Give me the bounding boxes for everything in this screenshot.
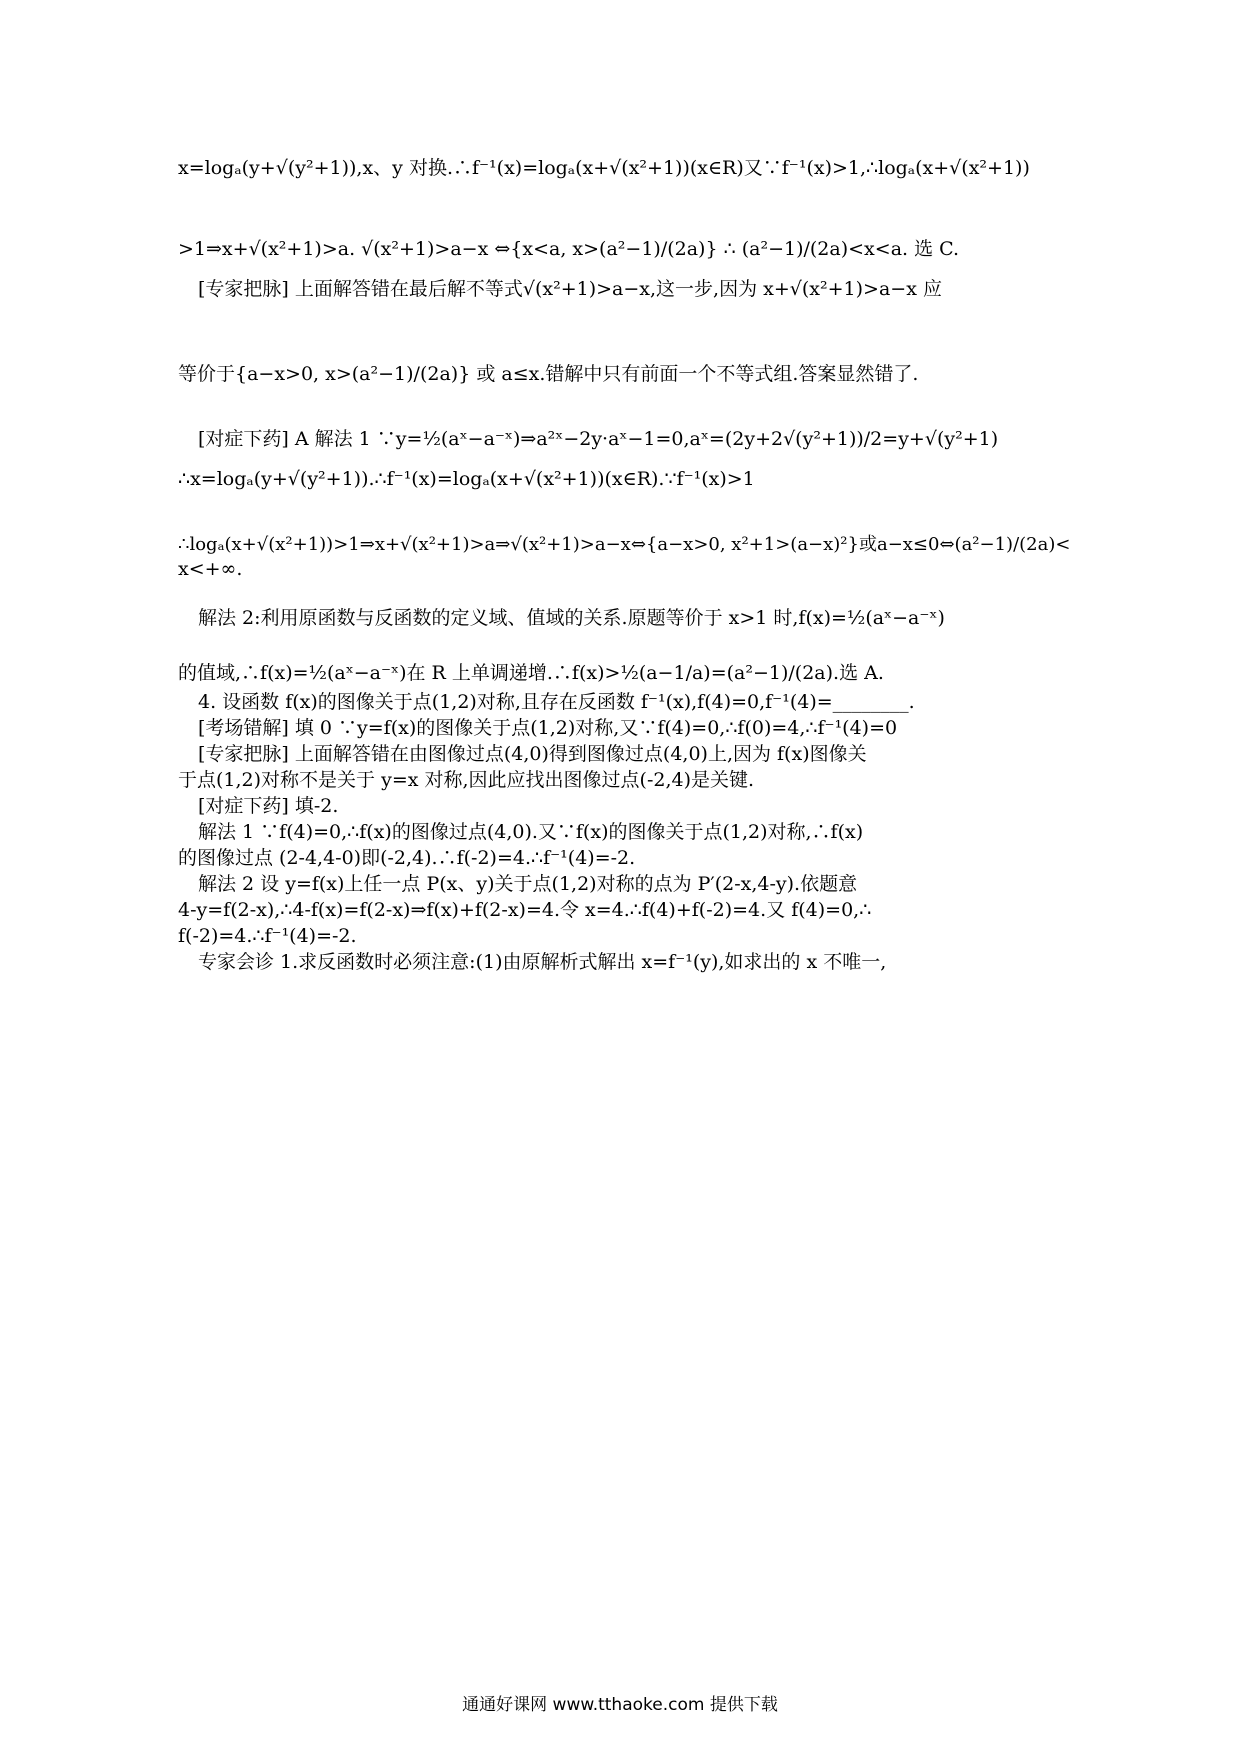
text-line: 专家会诊 1.求反函数时必须注意:(1)由原解析式解出 x=f⁻¹(y),如求出的 x 不唯一, [198, 951, 887, 973]
text-line: 等价于{a−x>0, x>(a²−1)/(2a)} 或 a≤x.错解中只有前面一个不等式组.答案显然错了. [178, 363, 919, 385]
text-line: 于点(1,2)对称不是关于 y=x 对称,因此应找出图像过点(-2,4)是关键. [178, 769, 755, 791]
page-footer: 通通好课网 www.tthaoke.com 提供下载 [462, 1695, 778, 1715]
text-line: [对症下药] 填-2. [198, 795, 339, 817]
text-line: x=logₐ(y+√(y²+1)),x、y 对换.∴f⁻¹(x)=logₐ(x+√(x²+1))(x∈R)又∵f⁻¹(x)>1,∴logₐ(x+√(x²+1)) [178, 157, 1030, 179]
text-line: 解法 2 设 y=f(x)上任一点 P(x、y)关于点(1,2)对称的点为 P′(2-x,4-y).依题意 [198, 873, 858, 895]
text-line: ∴x=logₐ(y+√(y²+1)).∴f⁻¹(x)=logₐ(x+√(x²+1))(x∈R).∵f⁻¹(x)>1 [178, 468, 755, 490]
text-line: 的值域,∴f(x)=½(aˣ−a⁻ˣ)在 R 上单调递增.∴f(x)>½(a−1/a)=(a²−1)/(2a).选 A. [178, 662, 884, 684]
text-line: >1⇒x+√(x²+1)>a. √(x²+1)>a−x ⇔{x<a, x>(a²−1)/(2a)} ∴ (a²−1)/(2a)<x<a. 选 C. [178, 238, 960, 260]
text-line: ∴logₐ(x+√(x²+1))>1⇒x+√(x²+1)>a⇒√(x²+1)>a−x⇔{a−x>0, x²+1>(a−x)²}或a−x≤0⇔(a²−1)/(2a)< [178, 534, 1071, 555]
text-line: [专家把脉] 上面解答错在最后解不等式√(x²+1)>a−x,这一步,因为 x+√(x²+1)>a−x 应 [198, 278, 942, 300]
text-line: x<+∞. [178, 558, 243, 580]
text-line: f(-2)=4.∴f⁻¹(4)=-2. [178, 925, 357, 947]
text-line: 解法 1 ∵f(4)=0,∴f(x)的图像过点(4,0).又∵f(x)的图像关于点(1,2)对称,∴f(x) [198, 821, 864, 843]
text-line: [对症下药] A 解法 1 ∵y=½(aˣ−a⁻ˣ)⇒a²ˣ−2y·aˣ−1=0,aˣ=(2y+2√(y²+1))/2=y+√(y²+1) [198, 428, 999, 450]
text-line: 4. 设函数 f(x)的图像关于点(1,2)对称,且存在反函数 f⁻¹(x),f(4)=0,f⁻¹(4)=________. [198, 691, 915, 713]
text-line: [专家把脉] 上面解答错在由图像过点(4,0)得到图像过点(4,0)上,因为 f(x)图像关 [198, 743, 867, 765]
text-line: [考场错解] 填 0 ∵y=f(x)的图像关于点(1,2)对称,又∵f(4)=0,∴f(0)=4,∴f⁻¹(4)=0 [198, 717, 898, 739]
text-line: 解法 2:利用原函数与反函数的定义域、值域的关系.原题等价于 x>1 时,f(x)=½(aˣ−a⁻ˣ) [198, 607, 945, 629]
text-line: 4-y=f(2-x),∴4-f(x)=f(2-x)⇒f(x)+f(2-x)=4.令 x=4.∴f(4)+f(-2)=4.又 f(4)=0,∴ [178, 899, 872, 921]
text-line: 的图像过点 (2-4,4-0)即(-2,4).∴f(-2)=4.∴f⁻¹(4)=-2. [178, 847, 636, 869]
